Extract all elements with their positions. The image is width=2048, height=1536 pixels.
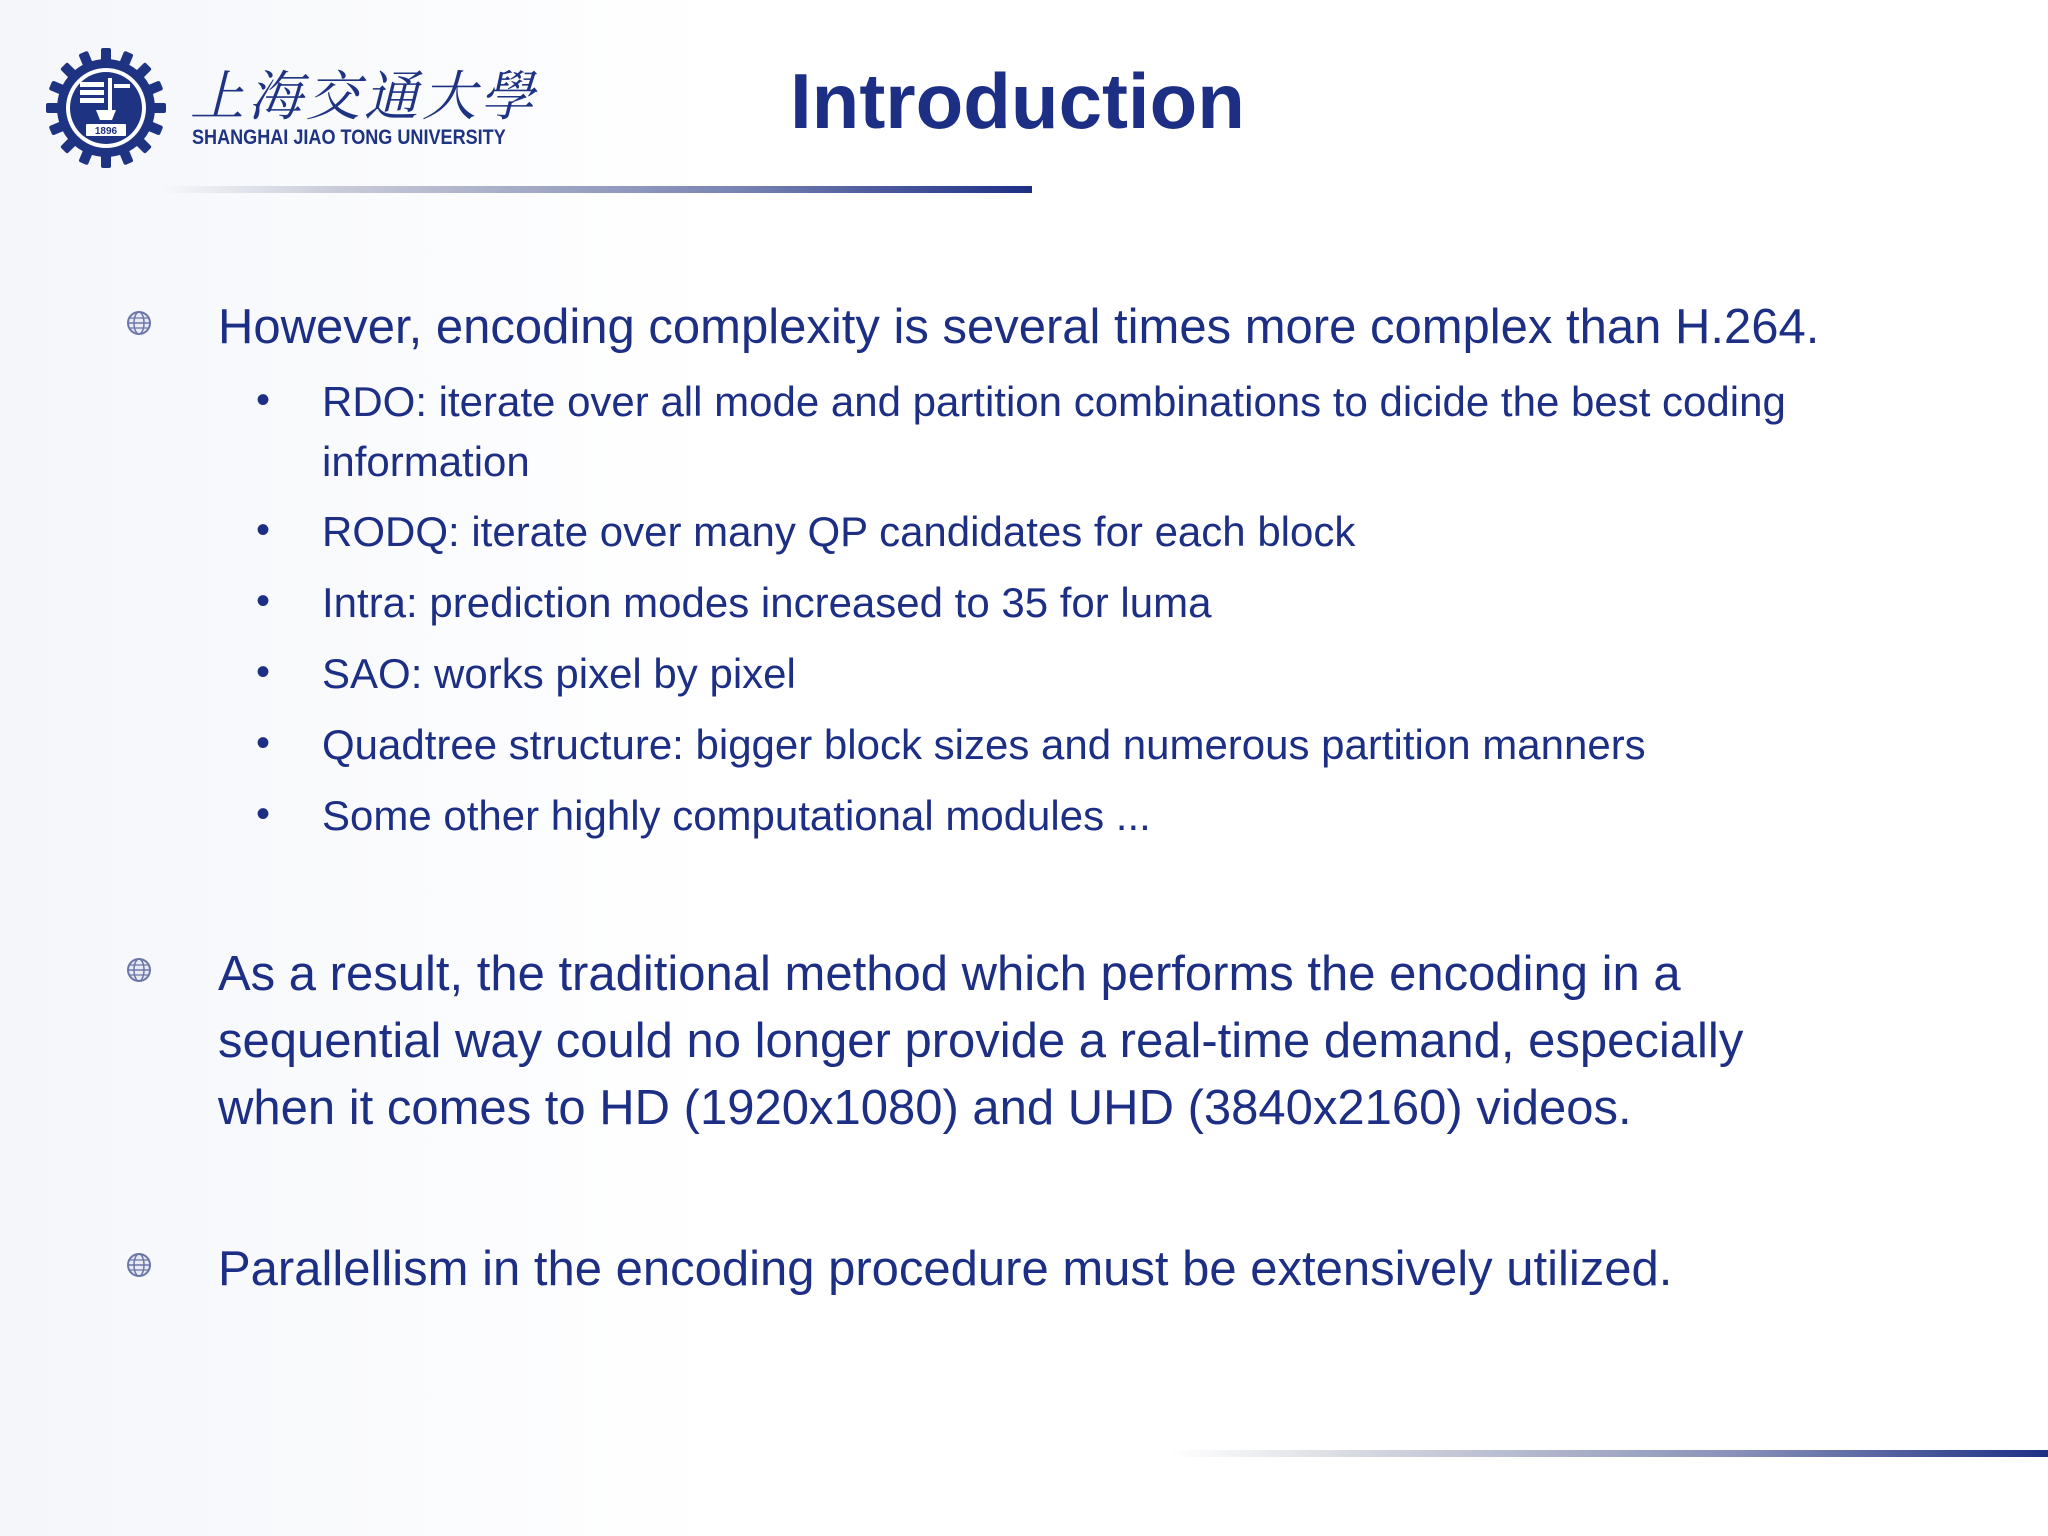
globe-bullet-icon <box>126 957 152 983</box>
footer-rule <box>1170 1450 2048 1457</box>
university-name-english: SHANGHAI JIAO TONG UNIVERSITY <box>192 126 506 149</box>
university-seal-logo <box>46 48 166 168</box>
bullet-2-line-2: sequential way could no longer provide a real-time demand, especially <box>218 1014 1744 1068</box>
globe-bullet-icon <box>126 310 152 336</box>
sub-bullet-marker: • <box>256 508 271 552</box>
sub-bullet-quadtree: Quadtree structure: bigger block sizes and numerous partition manners <box>322 721 1646 768</box>
globe-bullet-icon <box>126 1252 152 1278</box>
bullet-2-line-1: As a result, the traditional method which performs the encoding in a <box>218 947 1681 1001</box>
university-wordmark <box>190 50 538 160</box>
sub-bullet-rdo: RDO: iterate over all mode and partition combinations to dicide the best coding <box>322 378 1786 425</box>
sub-bullet-rdo-continued: information <box>322 438 530 485</box>
sub-bullet-sao: SAO: works pixel by pixel <box>322 650 796 697</box>
slide-title: Introduction <box>790 57 1245 145</box>
bullet-2-line-3: when it comes to HD (1920x1080) and UHD (3840x2160) videos. <box>218 1081 1632 1135</box>
sub-bullet-marker: • <box>256 721 271 765</box>
seal-year: 1896 <box>94 126 118 137</box>
bullet-3-text: Parallellism in the encoding procedure must be extensively utilized. <box>218 1242 1673 1296</box>
sub-bullet-marker: • <box>256 650 271 694</box>
sub-bullet-marker: • <box>256 792 271 836</box>
sub-bullet-marker: • <box>256 378 271 422</box>
university-name-chinese: 上海交通大學 <box>190 65 538 128</box>
sub-bullet-other-modules: Some other highly computational modules ... <box>322 792 1151 839</box>
sub-bullet-marker: • <box>256 579 271 623</box>
sub-bullet-intra: Intra: prediction modes increased to 35 for luma <box>322 579 1212 626</box>
title-underline <box>160 186 1032 193</box>
bullet-1-text: However, encoding complexity is several times more complex than H.264. <box>218 300 1820 354</box>
sub-bullet-rodq: RODQ: iterate over many QP candidates for each block <box>322 508 1356 555</box>
